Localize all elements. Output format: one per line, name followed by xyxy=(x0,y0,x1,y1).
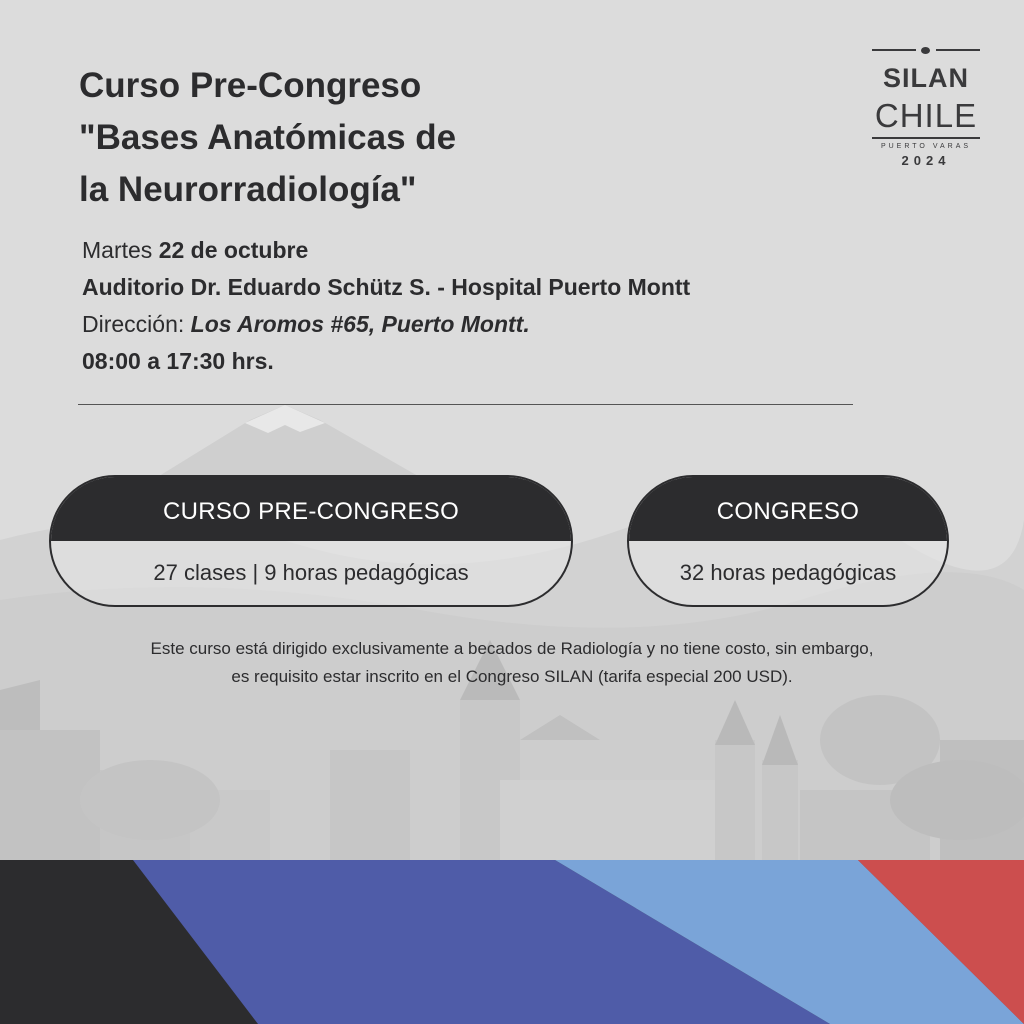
logo-rule-right xyxy=(936,49,980,51)
logo-place: PUERTO VARAS xyxy=(880,143,972,150)
logo-word-silan: SILAN xyxy=(883,63,969,93)
title-line-1: Curso Pre-Congreso xyxy=(79,66,422,105)
event-address-row xyxy=(82,306,862,343)
pre-congress-card xyxy=(49,475,573,607)
congress-detail: 32 horas pedagógicas xyxy=(679,560,897,585)
logo-rule-bottom xyxy=(872,137,980,139)
divider xyxy=(78,404,853,405)
event-time: 08:00 a 17:30 hrs. xyxy=(82,348,274,374)
event-date: 22 de octubre xyxy=(158,237,309,263)
event-day: Martes xyxy=(82,237,159,263)
event-venue-row xyxy=(82,269,862,306)
event-date-row xyxy=(82,232,862,269)
color-stripes-banner xyxy=(0,860,1024,1024)
title-line-3: la Neurorradiología" xyxy=(79,170,417,209)
page-title xyxy=(79,60,639,216)
congress-card xyxy=(627,475,949,607)
congress-heading: CONGRESO xyxy=(629,477,947,541)
logo-rule-left xyxy=(872,49,916,51)
event-address: Los Aromos #65, Puerto Montt. xyxy=(190,311,530,337)
note-line-2: es requisito estar inscrito en el Congreso SILAN (tarifa especial 200 USD). xyxy=(231,667,793,686)
note-line-1: Este curso está dirigido exclusivamente a becados de Radiología y no tiene costo, sin embargo, xyxy=(150,639,874,658)
eligibility-note xyxy=(40,635,984,691)
logo-year: 2024 xyxy=(901,153,951,168)
logo-word-chile: CHILE xyxy=(874,97,978,134)
title-line-2: "Bases Anatómicas de xyxy=(79,118,457,157)
pre-congress-heading: CURSO PRE-CONGRESO xyxy=(51,477,571,541)
event-venue: Auditorio Dr. Eduardo Schütz S. - Hospital Puerto Montt xyxy=(82,274,691,300)
event-address-label: Dirección: xyxy=(82,311,191,337)
event-time-row xyxy=(82,343,862,380)
pre-congress-detail: 27 clases | 9 horas pedagógicas xyxy=(153,560,469,585)
silan-chile-logo xyxy=(872,45,980,175)
event-details xyxy=(82,232,862,380)
speech-bubble-icon xyxy=(921,47,930,54)
